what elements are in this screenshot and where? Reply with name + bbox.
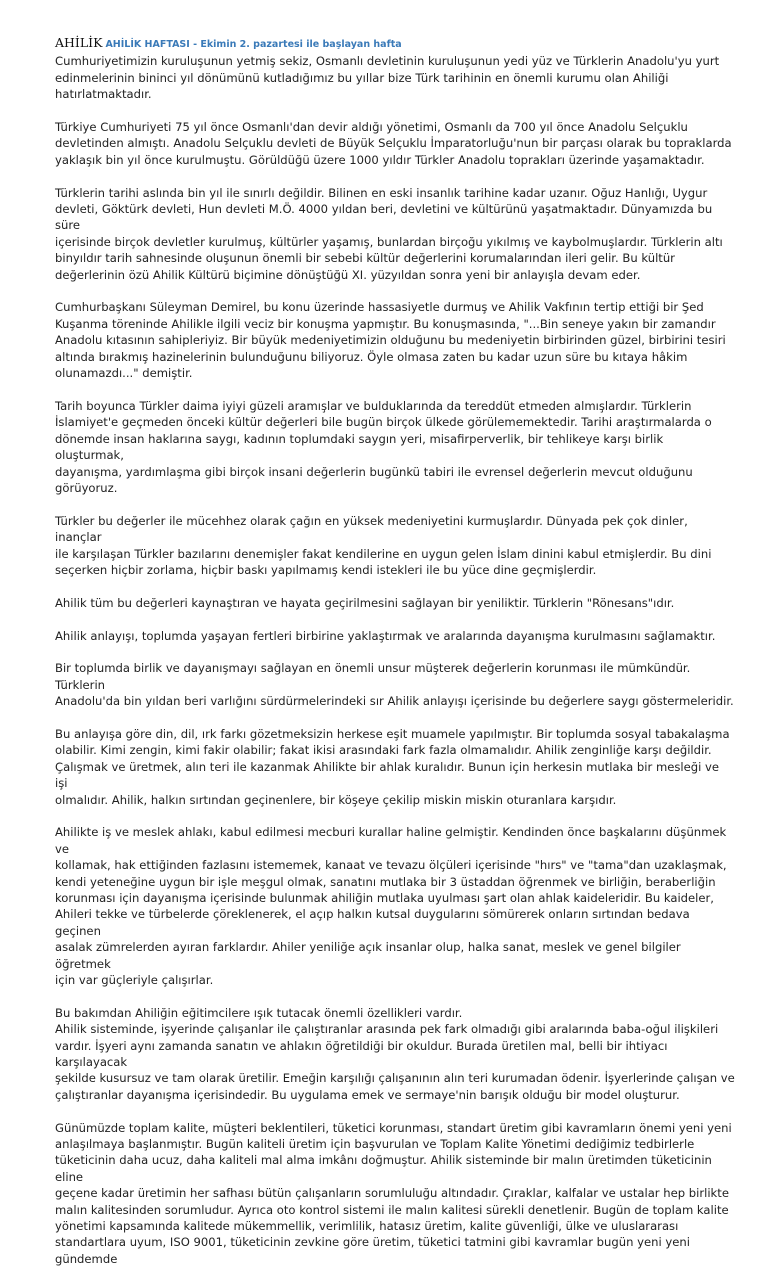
paragraph-line: Tarih boyunca Türkler daima iyiyi güzeli aramışlar ve bulduklarında da tereddüt etmeden almışlardır. Türklerin [55,398,692,413]
paragraph-line: kendi yeteneğine uygun bir işle meşgul olmak, sanatını mutlaka bir 3 üstaddan öğrenmek ve birliğin, beraberliğin [55,874,716,889]
paragraph-line: olabilir. Kimi zengin, kimi fakir olabilir; fakat ikisi arasındaki fark fazla olmamalıdır. Ahilik zenginliğe karşı değildir. [55,743,712,758]
paragraph [55,726,735,808]
paragraph-line: binyıldır tarih sahnesinde oluşunun önemli bir sebebi kültür değerlerini korumalarından ileri gelir. Bu kültür [55,251,675,266]
paragraph [55,398,735,496]
paragraph [55,299,735,381]
paragraph [55,513,735,579]
document-page [55,35,735,1284]
paragraph-line: vardır. İşyeri aynı zamanda sanatın ve ahlakın öğretildiği bir okuldur. Burada üretilen mal, belli bir ihtiyacı karşılayacak [55,1038,668,1070]
paragraph-line: dayanışma, yardımlaşma gibi birçok insani değerlerin bugünkü tabiri ile evrensel değerlerin mevcut olduğunu [55,464,693,479]
paragraph-line: olunamazdı..." demiştir. [55,366,193,381]
paragraph-line: Ahilikte iş ve meslek ahlakı, kabul edilmesi mecburi kurallar haline gelmiştir. Kendinden önce başkalarını düşünmek ve [55,825,727,856]
paragraph-line: şekilde kusursuz ve tam olarak üretilir. Emeğin karşılığı çalışanının alın teri kurumadan ödenir. İşyerlerinde çalışan ve [55,1071,735,1086]
paragraph-line: altında bırakmış hazinelerinin bulunduğunu biliyoruz. Öyle olmasa zaten bu kadar uzun süre bu kıtaya hâkim [55,349,688,364]
paragraph-line: hatırlatmaktadır. [55,87,152,102]
paragraph-line: edinmelerinin bininci yıl dönümünü kutladığımız bu yıllar bize Türk tarihinin en önemli kurumu olan Ahiliği [55,70,669,85]
document-heading [55,35,735,53]
paragraph-line: malın kalitesinden sorumludur. Ayrıca oto kontrol sistemi ile malın kalitesi sürekli denetlenir. Bugün de toplam kalite [55,1202,729,1217]
paragraph-line: yönetimi kapsamında kalitede mükemmellik, verimlilik, hatasız üretim, kalite güvenliği, ülke ve uluslararası [55,1219,679,1234]
document-subtitle: AHİLİK HAFTASI - Ekimin 2. pazartesi ile başlayan hafta [105,39,402,50]
paragraph [55,53,735,102]
paragraph [55,824,735,988]
paragraph-line: Anadolu'da bin yıldan beri varlığını sürdürmelerindeki sır Ahilik anlayışı içerisinde bu değerlere saygı göstermeleridir. [55,694,734,709]
paragraph [55,1005,735,1103]
paragraph-line: çalıştıranlar dayanışma içerisindedir. Bu uygulama emek ve sermaye'nin barışık olduğu bir model oluşturur. [55,1087,680,1102]
paragraph-line: olmalıdır. Ahilik, halkın sırtından geçinenlere, bir köşeye çekilip miskin miskin oturanlara karşıdır. [55,792,617,807]
paragraph-line: asalak zümrelerden ayıran farklardır. Ahiler yeniliğe açık insanlar olup, halka sanat, meslek ve genel bilgiler öğretmek [55,940,681,971]
paragraph-line: Türklerin tarihi aslında bin yıl ile sınırlı değildir. Bilinen en eski insanlık tarihine kadar uzanır. Oğuz Hanlığı, Uygur [55,185,708,200]
paragraph [55,119,735,168]
paragraph-line: İslamiyet'e geçmeden önceki kültür değerleri bile bugün birçok ülkede görülememektedir. Tarihi araştırmalarda o [55,415,712,430]
paragraph-line: anlaşılmaya başlanmıştır. Bugün kaliteli üretim için başvurulan ve Toplam Kalite Yönetimi dediğimiz tedbirlerle [55,1137,695,1152]
paragraph-line: korunması için dayanışma içerisinde bulunmak ahiliğin mutlaka uyulması şart olan ahlak kaideleridir. Bu kaideler, [55,890,714,905]
paragraph-line: seçerken hiçbir zorlama, hiçbir baskı yapılmamış kendi istekleri ile bu yüce dine geçmişlerdir. [55,562,597,577]
document-title: AHİLİK [55,35,103,50]
paragraph-line: Çalışmak ve üretmek, alın teri ile kazanmak Ahilikte bir ahlak kuralıdır. Bunun için herkesin mutlaka bir mesleği ve işi [55,759,720,791]
paragraph-line: Ahilik sisteminde, işyerinde çalışanlar ile çalıştıranlar arasında pek fark olmadığı gibi aralarında baba-oğul ilişkileri [55,1022,719,1037]
paragraph [55,1120,735,1268]
paragraph-line: değerlerinin özü Ahilik Kültürü biçimine dönüştüğü XI. yüzyıldan sonra yeni bir anlayışla devam eder. [55,267,641,282]
paragraph-line: Anadolu kıtasının sahipleriyiz. Bir büyük medeniyetimizin olduğunu bu medeniyetin birbirinden güzel, birbirini tesiri [55,333,726,348]
paragraph-line: Bu bakımdan Ahiliğin eğitimcilere ışık tutacak önemli özellikleri vardır. [55,1005,463,1020]
paragraph-line: Türkler bu değerler ile mücehhez olarak çağın en yüksek medeniyetini kurmuşlardır. Dünyada pek çok dinler, inançlar [55,513,688,545]
paragraph [55,185,735,283]
paragraph-line: için var güçleriyle çalışırlar. [55,973,214,987]
paragraph-line: Bu anlayışa göre din, dil, ırk farkı gözetmeksizin herkese eşit muamele yapılmıştır. Bir toplumda sosyal tabakalaşma [55,726,730,741]
paragraph-line: Cumhuriyetimizin kuruluşunun yetmiş sekiz, Osmanlı devletinin kuruluşunun yedi yüz ve Türklerin Anadolu'yu yurt [55,54,720,69]
paragraph-line: Ahilik tüm bu değerleri kaynaştıran ve hayata geçirilmesini sağlayan bir yeniliktir. Türklerin "Rönesans"ıdır. [55,595,675,610]
paragraph-line: standartlara uyum, ISO 9001, tüketicinin zevkine göre üretim, tüketici tatmini gibi kavramlar bugün yeni yeni gündemde [55,1235,690,1266]
paragraph-line: devletinden almıştı. Anadolu Selçuklu devleti de Büyük Selçuklu İmparatorluğu'nun bir parçası olarak bu topraklarda [55,136,732,151]
paragraph-line: dönemde insan haklarına saygı, kadının toplumdaki saygın yeri, misafirperverlik, bir tehlikeye karşı birlik oluşturmak, [55,431,664,463]
paragraph-line: Ahileri tekke ve türbelerde çöreklenerek, el açıp halkın kutsal duygularını sömürerek onların sırtından bedava geçinen [55,907,690,938]
paragraph-line: kollamak, hak ettiğinden fazlasını istememek, kanaat ve tevazu ölçüleri içerisinde "hırs" ve "tama"dan uzaklaşmak, [55,858,727,873]
paragraph-line: içerisinde birçok devletler kurulmuş, kültürler yaşamış, bunlardan birçoğu yıkılmış ve kaybolmuşlardır. Türklerin altı [55,234,723,249]
paragraph-line: görüyoruz. [55,480,118,495]
paragraph-line: Cumhurbaşkanı Süleyman Demirel, bu konu üzerinde hassasiyetle durmuş ve Ahilik Vakfının tertip ettiği bir Şed [55,300,704,315]
paragraph-line: geçene kadar üretimin her safhası bütün çalışanların sorumluluğu altındadır. Çıraklar, kalfalar ve ustalar hep birlikte [55,1186,729,1201]
paragraph-line: ile karşılaşan Türkler bazılarını denemişler fakat kendilerine en uygun gelen İslam dinini kabul etmişlerdir. Bu dini [55,546,712,561]
paragraph [55,628,735,644]
paragraph-line: Bir toplumda birlik ve dayanışmayı sağlayan en önemli unsur müşterek değerlerin korunması ile mümkündür. Türklerin [55,661,691,692]
paragraph-line: yaklaşık bin yıl önce kurulmuştu. Görüldüğü üzere 1000 yıldır Türkler Anadolu toprakları üzerinde yaşamaktadır. [55,152,705,167]
paragraph [55,660,735,709]
paragraph-line: devleti, Göktürk devleti, Hun devleti M.Ö. 4000 yıldan beri, devletini ve kültürünü yaşatmaktadır. Dünyamızda bu süre [55,202,713,233]
paragraph-line: Ahilik anlayışı, toplumda yaşayan fertleri birbirine yaklaştırmak ve aralarında dayanışma kurulmasını sağlamaktır. [55,628,716,643]
paragraph-line: tüketicinin daha ucuz, daha kaliteli mal alma imkânı doğmuştur. Ahilik sisteminde bir malın üretimden tüketicinin eline [55,1153,712,1184]
paragraph-line: Türkiye Cumhuriyeti 75 yıl önce Osmanlı'dan devir aldığı yönetimi, Osmanlı da 700 yıl önce Anadolu Selçuklu [55,120,688,135]
paragraph-line: Günümüzde toplam kalite, müşteri beklentileri, tüketici korunması, standart üretim gibi kavramların önemi yeni yeni [55,1120,732,1135]
document-body [55,53,735,1267]
paragraph-line: Kuşanma töreninde Ahilikle ilgili veciz bir konuşma yapmıştır. Bu konuşmasında, "...Bin seneye yakın bir zamandır [55,316,716,331]
paragraph [55,595,735,611]
